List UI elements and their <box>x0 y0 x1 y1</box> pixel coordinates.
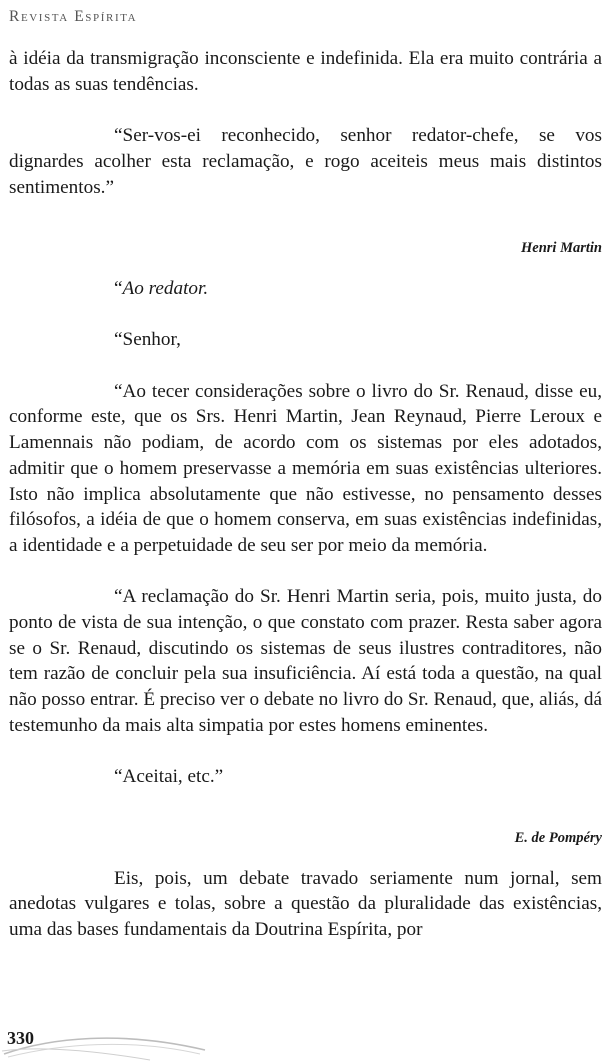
signature-de-pompery: E. de Pompéry <box>514 829 602 846</box>
paragraph-reclamation: “A reclamação do Sr. Henri Martin seria, pois, muito justa, do ponto de vista de sua intenção, o que constato com prazer. Resta saber agora se o Sr. Renaud, discutindo os sistemas de seus ilustres contraditores, não tem razão de concluir pela sua insuficiência. Aí está toda a questão, na qual não posso entrar. É preciso ver o debate no livro do Sr. Renaud, que, aliás, dá testemunho da mais alta simpatia por estes homens eminentes. <box>9 586 602 736</box>
paragraph-accept: “Aceitai, etc.” <box>114 766 224 788</box>
paragraph-considerations: “Ao tecer considerações sobre o livro do Sr. Renaud, disse eu, conforme este, que os Srs. Henri Martin, Jean Reynaud, Pierre Leroux e Lamennais não podiam, de acordo com os sistemas por eles adotados, admitir que o homem preservasse a memória em suas existências ulteriores. Isto não implica absolutamente que não estivesse, no pensamento desses filósofos, a idéia de que o homem conserva, em suas existências indefinidas, a identidade e a perpetuidade de seu ser por meio da memória. <box>9 380 602 556</box>
page-number: 330 <box>7 1028 34 1048</box>
page-footer <box>0 1024 611 1062</box>
signature-henri-martin: Henri Martin <box>521 240 602 257</box>
paragraph-transmigration: à idéia da transmigração inconsciente e indefinida. Ela era muito contrária a todas as suas tendências. <box>9 48 602 95</box>
paragraph-to-editor <box>9 276 602 302</box>
paragraph-salutation: “Senhor, <box>114 329 181 351</box>
body-text <box>9 46 602 943</box>
to-editor-label: Ao redator. <box>122 277 209 299</box>
paragraph-letter-closing: “Ser-vos-ei reconhecido, senhor redator-chefe, se vos dignardes acolher esta reclamação, e rogo aceiteis meus mais distintos sentimentos.” <box>9 125 602 198</box>
decorative-swoosh-icon <box>0 1024 240 1062</box>
opening-quote: “ <box>114 277 123 299</box>
paragraph-debate: Eis, pois, um debate travado seriamente num jornal, sem anedotas vulgares e tolas, sobre a questão da pluralidade das existências, uma das bases fundamentais da Doutrina Espírita, por <box>9 867 602 941</box>
running-header: Revista Espírita <box>9 8 138 25</box>
